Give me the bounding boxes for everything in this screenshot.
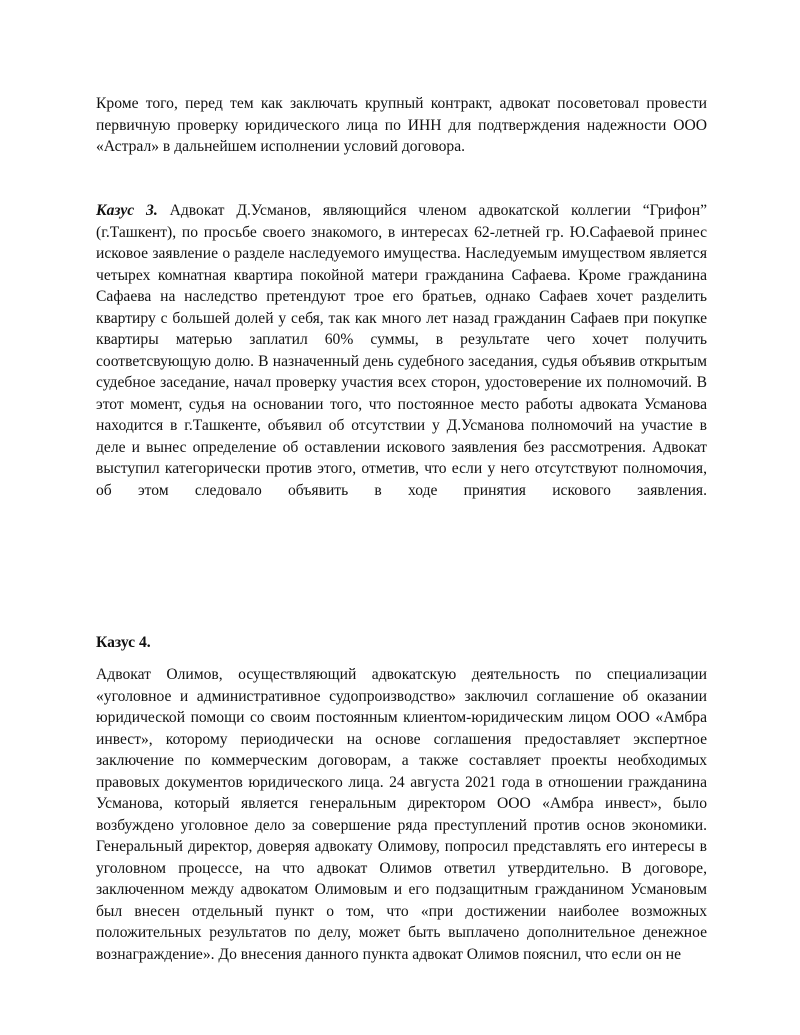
case3-paragraph bbox=[96, 200, 707, 501]
case3-text: Адвокат Д.Усманов, являющийся членом адвокатской коллегии “Грифон” (г.Ташкент), по просьбе своего знакомого, в интересах 62-летней гр. Ю.Сафаевой принес исковое заявление о разделе наследуемого имущества. Наследуемым имуществом является четырех комнатная квартира покойной матери гражданина Сафаева. Кроме гражданина Сафаева на наследство претендуют трое его братьев, однако Сафаев хочет разделить квартиру с большей долей у себя, так как много лет назад гражданин Сафаев при покупке квартиры матерью заплатил 60% суммы, в результате чего хочет получить соответсвующую долю. В назначенный день судебного заседания, судья объявив открытым судебное заседание, начал проверку участия всех сторон, удостоверение их полномочий. В этот момент, судья на основании того, что постоянное место работы адвоката Усманова находится в г.Ташкенте, объявил об отсутствии у Д.Усманова полномочий на участие в деле и вынес определение об оставлении искового заявления без рассмотрения. Адвокат выступил категорически против этого, отметив, что если у него отсутствуют полномочия, об этом следовало объявить в ходе принятия искового заявления. bbox=[96, 202, 707, 499]
case3-label: Казус 3. bbox=[96, 202, 158, 219]
intro-paragraph: Кроме того, перед тем как заключать крупный контракт, адвокат посоветовал провести первичную проверку юридического лица по ИНН для подтверждения надежности ООО «Астрал» в дальнейшем исполнении условий договора. bbox=[96, 95, 707, 155]
case4-heading: Казус 4. bbox=[96, 634, 151, 651]
case4-paragraph: Адвокат Олимов, осуществляющий адвокатскую деятельность по специализации «уголовное и административное судопроизводство» заключил соглашение об оказании юридической помощи со своим постоянным клиентом-юридическим лицом ООО «Амбра инвест», которому периодически на основе соглашения предоставляет экспертное заключение по коммерческим договорам, а также составляет проекты необходимых правовых документов юридического лица. 24 августа 2021 года в отношении гражданина Усманова, который является генеральным директором ООО «Амбра инвест», было возбуждено уголовное дело за совершение ряда преступлений против основ экономики. Генеральный директор, доверяя адвокату Олимову, попросил представлять его интересы в уголовном процессе, на что адвокат Олимов ответил утвердительно. В договоре, заключенном между адвокатом Олимовым и его подзащитным гражданином Усмановым был внесен отдельный пункт о том, что «при достижении наиболее возможных положительных результатов по делу, может быть выплачено дополнительное денежное вознаграждение». До внесения данного пункта адвокат Олимов пояснил, что если он не bbox=[96, 666, 707, 963]
